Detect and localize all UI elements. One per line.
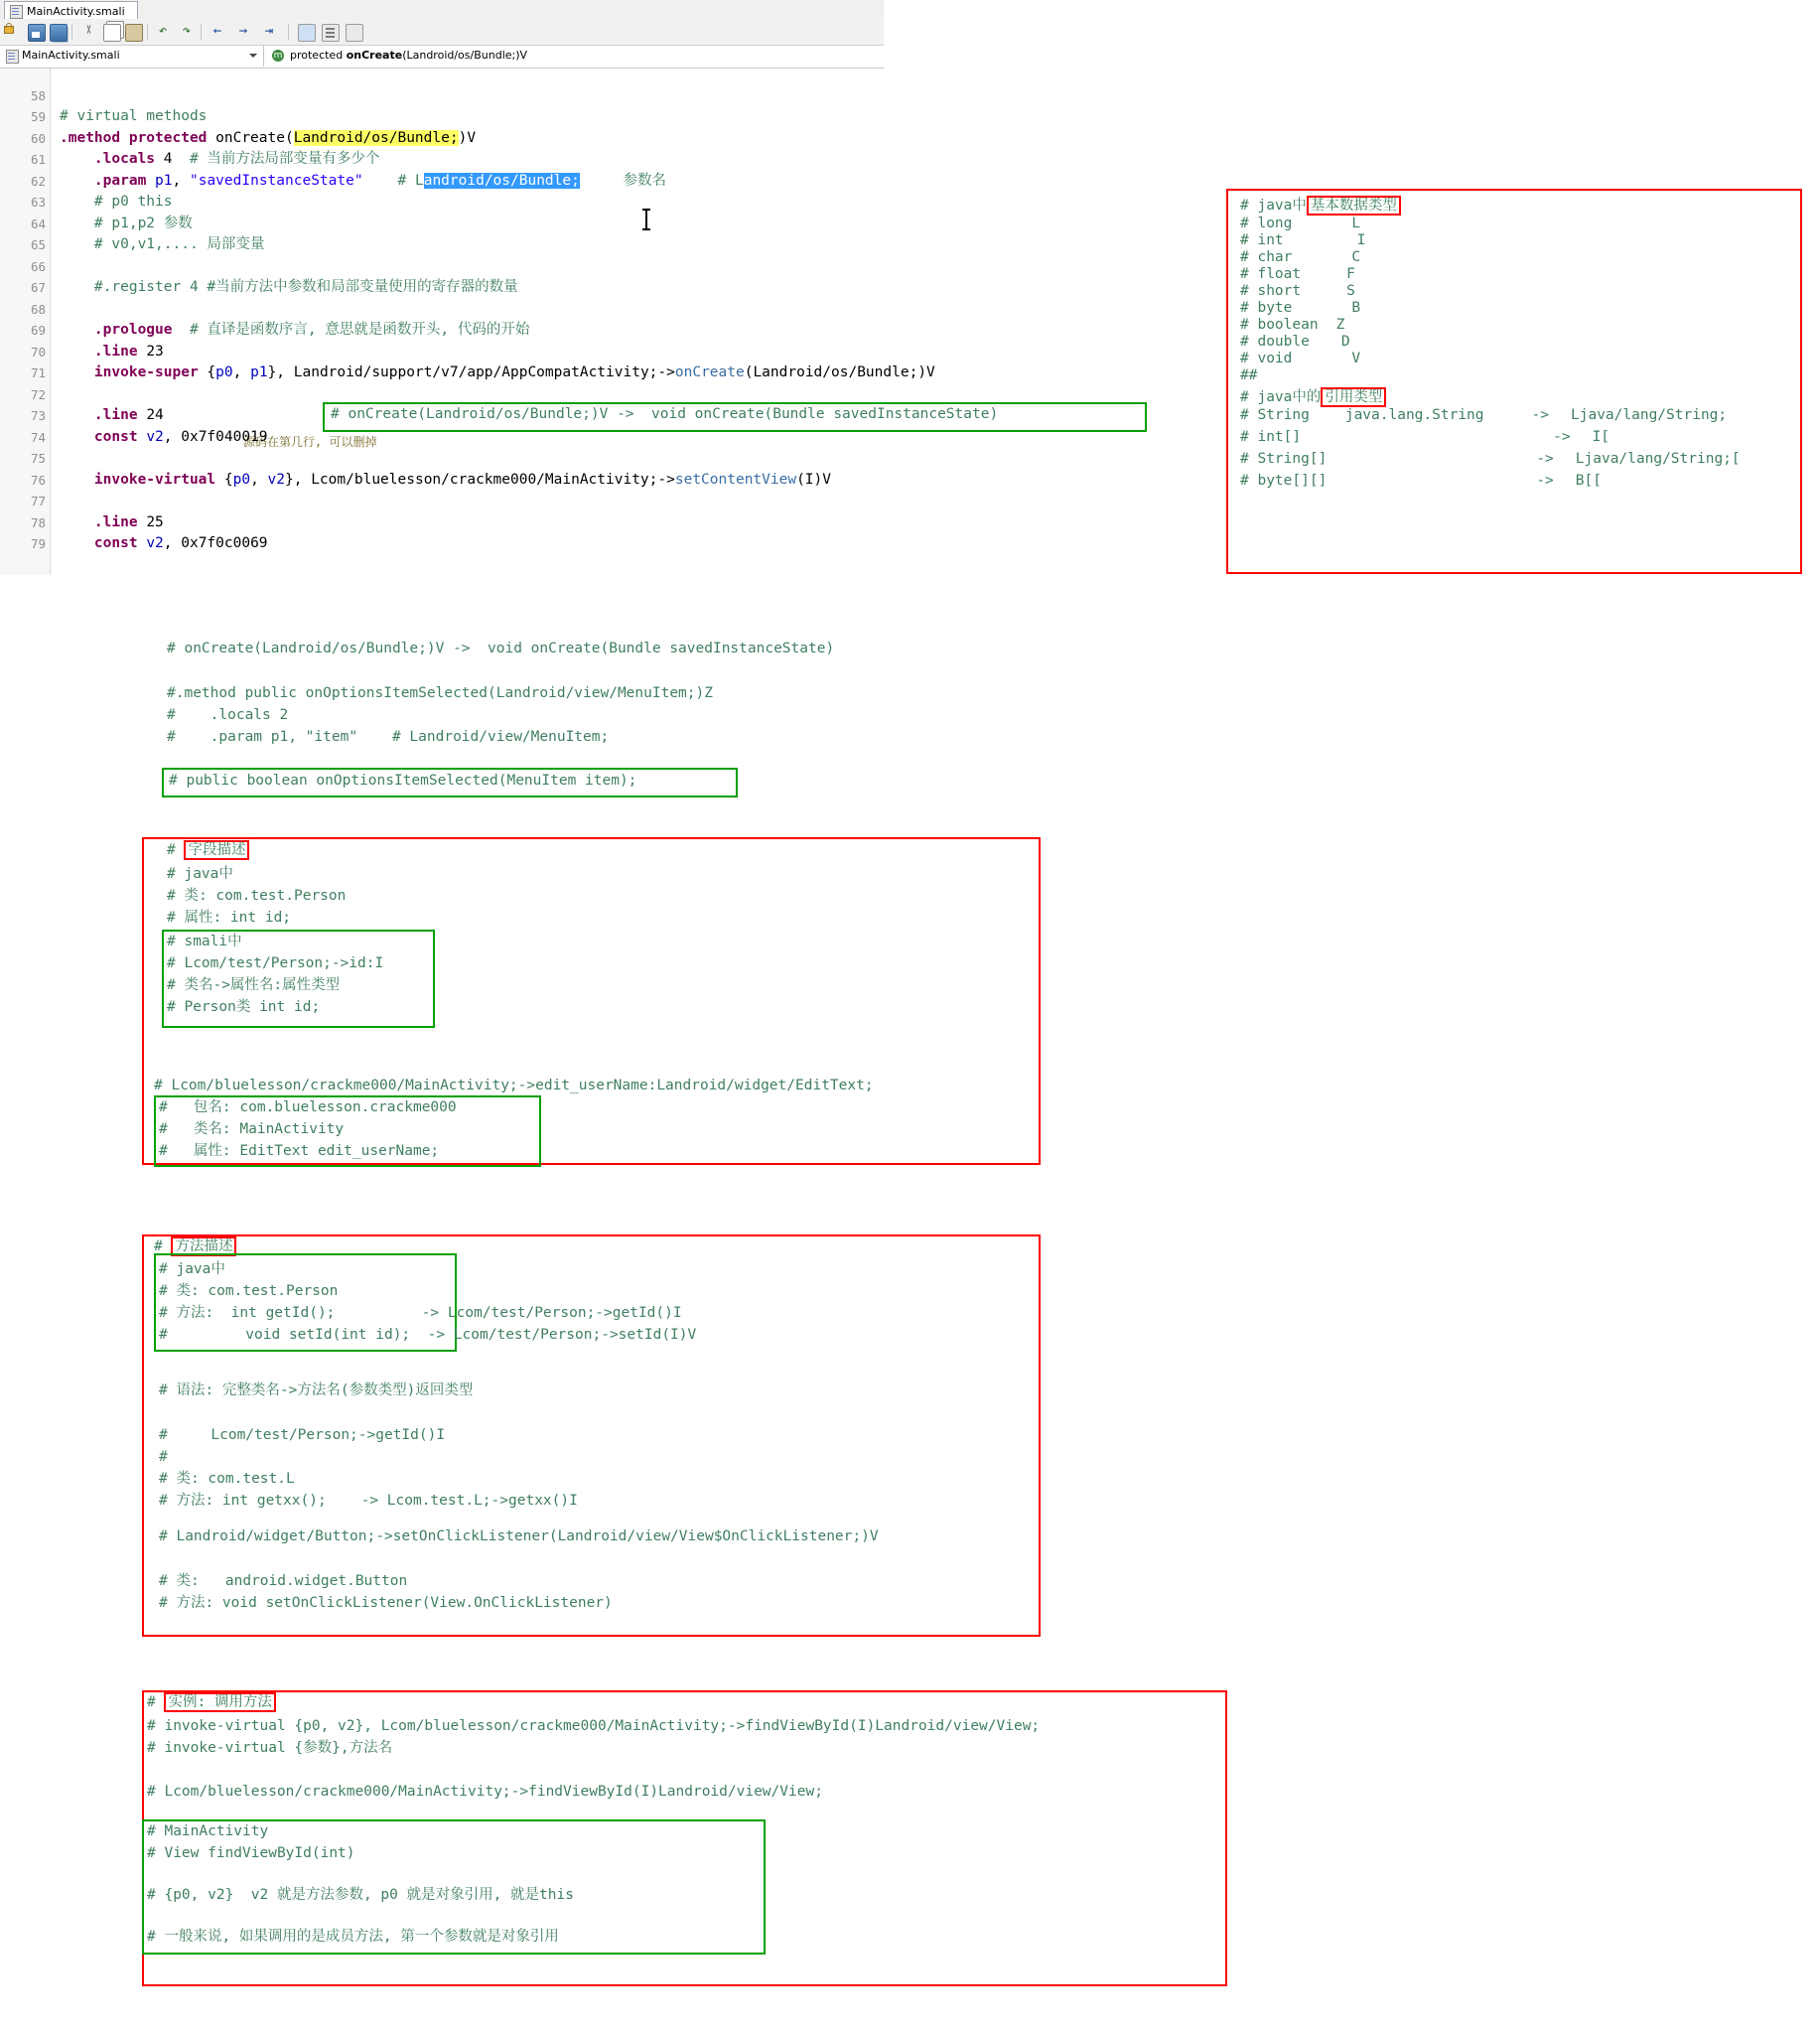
field-smali-note: # Person类 int id; bbox=[167, 999, 321, 1015]
type-row: # boolean Z bbox=[1240, 317, 1345, 333]
method-section-title: # 方法描述 bbox=[154, 1236, 236, 1257]
ref-row: # byte[][] -> B[[ bbox=[1240, 473, 1602, 489]
method-example-note: # 类: com.test.L bbox=[159, 1471, 295, 1487]
method-note: # 方法: int getId(); -> Lcom/test/Person;->getId()I bbox=[159, 1305, 682, 1321]
note-java-signature: # public boolean onOptionsItemSelected(MenuItem item); bbox=[169, 773, 637, 789]
field-section-title: # 字段描述 bbox=[167, 840, 249, 861]
line-number: 72 bbox=[30, 387, 46, 402]
instance-explain-note: # MainActivity bbox=[147, 1823, 269, 1839]
cut-icon[interactable] bbox=[81, 24, 97, 40]
code-line: # v0,v1,.... 局部变量 bbox=[60, 236, 265, 252]
breadcrumb-file-selector[interactable] bbox=[0, 46, 264, 67]
line-number: 76 bbox=[30, 473, 46, 488]
line-number: 64 bbox=[30, 217, 46, 231]
note-oncreate-mapping: # onCreate(Landroid/os/Bundle;)V -> void onCreate(Bundle savedInstanceState) bbox=[167, 641, 835, 656]
code-line: #.register 4 #当前方法中参数和局部变量使用的寄存器的数量 bbox=[60, 279, 518, 295]
line-number: 58 bbox=[30, 88, 46, 103]
code-line: # virtual methods bbox=[60, 108, 208, 124]
text-cursor bbox=[645, 211, 647, 228]
type-row: # long L bbox=[1240, 216, 1361, 231]
field-note: # 类: com.test.Person bbox=[167, 888, 347, 904]
instance-explain-note: # 一般来说, 如果调用的是成员方法, 第一个参数就是对象引用 bbox=[147, 1929, 559, 1945]
type-row: # int I bbox=[1240, 232, 1366, 248]
instance-explain-note: # {p0, v2} v2 就是方法参数, p0 就是对象引用, 就是this bbox=[147, 1887, 574, 1903]
field-note: # 属性: int id; bbox=[167, 910, 292, 926]
link-icon[interactable] bbox=[346, 24, 363, 42]
field-smali-note: # smali中 bbox=[167, 934, 242, 949]
method-example-note: # 方法: int getxx(); -> Lcom.test.L;->getxx()I bbox=[159, 1493, 578, 1509]
method-syntax-note: # 语法: 完整类名->方法名(参数类型)返回类型 bbox=[159, 1382, 474, 1398]
line-number: 79 bbox=[30, 536, 46, 551]
breadcrumb-member-label: protected onCreate(Landroid/os/Bundle;)V bbox=[290, 49, 528, 62]
line-number: 73 bbox=[30, 408, 46, 423]
line-number: 59 bbox=[30, 109, 46, 124]
tab-mainactivity-smali[interactable] bbox=[4, 1, 138, 19]
line-number: 67 bbox=[30, 280, 46, 295]
method-example-note: # 方法: void setOnClickListener(View.OnClickListener) bbox=[159, 1595, 613, 1611]
code-line-line24: .line 24 bbox=[60, 407, 164, 423]
code-line-line23: .line 23 bbox=[60, 344, 164, 360]
line-number: 62 bbox=[30, 174, 46, 189]
tab-strip bbox=[0, 0, 884, 21]
field-smali-note: # 类名->属性名:属性类型 bbox=[167, 977, 341, 993]
method-example-note: # Landroid/widget/Button;->setOnClickListener(Landroid/view/View$OnClickListener;)V bbox=[159, 1528, 879, 1544]
breadcrumb-member-selector[interactable] bbox=[264, 46, 884, 67]
oncreate-mapping-text: # onCreate(Landroid/os/Bundle;)V -> void onCreate(Bundle savedInstanceState) bbox=[331, 406, 999, 422]
line-number: 60 bbox=[30, 131, 46, 146]
method-example-note: # Lcom/test/Person;->getId()I bbox=[159, 1427, 446, 1443]
line-number: 74 bbox=[30, 430, 46, 445]
type-row: # double D bbox=[1240, 334, 1350, 350]
reference-title: # java中的 引用类型 bbox=[1240, 385, 1386, 406]
breadcrumb-file-label: MainActivity.smali bbox=[22, 49, 120, 62]
next-edit-icon[interactable]: ⇥ bbox=[264, 23, 274, 39]
tab-label: MainActivity.smali bbox=[27, 5, 125, 18]
chevron-down-icon[interactable] bbox=[249, 54, 257, 58]
save-all-icon[interactable] bbox=[50, 24, 68, 42]
field-example-note: # 包名: com.bluelesson.crackme000 bbox=[159, 1099, 457, 1115]
code-line: # p1,p2 参数 bbox=[60, 216, 193, 231]
code-line-prologue: .prologue # 直译是函数序言, 意思就是函数开头, 代码的开始 bbox=[60, 322, 530, 338]
line-number: 69 bbox=[30, 323, 46, 338]
file-icon bbox=[6, 50, 19, 64]
redo-icon[interactable]: ↷ bbox=[182, 23, 192, 39]
line-number: 68 bbox=[30, 302, 46, 317]
line-number: 61 bbox=[30, 152, 46, 167]
code-line-invoke-super: invoke-super {p0, p1}, Landroid/support/v7/app/AppCompatActivity;->onCreate(Landroid/os/Bundle;)V bbox=[60, 364, 935, 380]
type-row: # short S bbox=[1240, 283, 1355, 299]
line-number: 78 bbox=[30, 515, 46, 530]
type-row: # char C bbox=[1240, 249, 1361, 265]
field-example-note: # 类名: MainActivity bbox=[159, 1121, 345, 1137]
code-line-method-decl: .method protected onCreate(Landroid/os/Bundle;)V bbox=[60, 130, 477, 146]
file-icon bbox=[10, 5, 23, 19]
note-method-decl: #.method public onOptionsItemSelected(Landroid/view/MenuItem;)Z bbox=[167, 685, 713, 701]
toolbar bbox=[0, 20, 884, 46]
types-separator: ## bbox=[1240, 367, 1258, 383]
toolbar-separator bbox=[288, 24, 289, 40]
outline-icon[interactable] bbox=[322, 24, 340, 42]
instance-section-title: # 实例: 调用方法 bbox=[147, 1692, 276, 1713]
note-method-param: # .param p1, "item" # Landroid/view/MenuItem; bbox=[167, 729, 610, 745]
method-icon: m bbox=[273, 51, 283, 61]
line-number: 77 bbox=[30, 494, 46, 508]
instance-note: # Lcom/bluelesson/crackme000/MainActivity;->findViewById(I)Landroid/view/View; bbox=[147, 1784, 823, 1800]
code-line-param: .param p1, "savedInstanceState" # Landroid/os/Bundle; 参数名 bbox=[60, 173, 667, 189]
ref-row: # String[] -> Ljava/lang/String;[ bbox=[1240, 451, 1741, 467]
type-row: # float F bbox=[1240, 266, 1355, 282]
ref-row: # int[] -> I[ bbox=[1240, 429, 1610, 445]
type-row: # byte B bbox=[1240, 300, 1361, 316]
line-number: 66 bbox=[30, 259, 46, 274]
code-line: # p0 this bbox=[60, 194, 173, 210]
breadcrumb bbox=[0, 46, 884, 69]
forward-arrow-icon[interactable]: → bbox=[238, 23, 248, 39]
debug-icon[interactable] bbox=[298, 24, 316, 42]
code-line-const2: const v2, 0x7f0c0069 bbox=[60, 535, 268, 551]
line-23-annotation: 源码在第几行, 可以删掉 bbox=[243, 435, 377, 449]
method-note: # java中 bbox=[159, 1261, 225, 1277]
instance-note: # invoke-virtual {参数},方法名 bbox=[147, 1740, 393, 1756]
editor-window bbox=[0, 0, 884, 81]
field-smali-note: # Lcom/test/Person;->id:I bbox=[167, 955, 384, 971]
paste-icon[interactable] bbox=[125, 24, 143, 42]
code-line-line25: .line 25 bbox=[60, 514, 164, 530]
save-icon[interactable] bbox=[28, 24, 46, 42]
line-number: 70 bbox=[30, 345, 46, 360]
instance-note: # invoke-virtual {p0, v2}, Lcom/bluelesson/crackme000/MainActivity;->findViewById(I)Landroid/view/View; bbox=[147, 1718, 1041, 1734]
line-number: 75 bbox=[30, 451, 46, 466]
method-note: # 类: com.test.Person bbox=[159, 1283, 339, 1299]
copy-icon[interactable] bbox=[103, 24, 121, 42]
line-number: 63 bbox=[30, 195, 46, 210]
lock-icon[interactable] bbox=[4, 26, 14, 34]
types-panel bbox=[1226, 189, 1802, 571]
method-example-note: # bbox=[159, 1449, 168, 1465]
code-line-locals: .locals 4 # 当前方法局部变量有多少个 bbox=[60, 151, 380, 167]
ref-row: # String java.lang.String -> Ljava/lang/String; bbox=[1240, 407, 1728, 423]
code-line-const1: const v2, 0x7f040019 bbox=[60, 429, 268, 445]
line-number: 65 bbox=[30, 237, 46, 252]
field-note: # java中 bbox=[167, 866, 233, 882]
undo-icon[interactable]: ↶ bbox=[158, 23, 168, 39]
method-example-note: # 类: android.widget.Button bbox=[159, 1573, 408, 1589]
field-example-note: # 属性: EditText edit_userName; bbox=[159, 1143, 440, 1159]
primitive-title: # java中 基本数据类型 bbox=[1240, 194, 1401, 215]
type-row: # void V bbox=[1240, 351, 1361, 366]
toolbar-separator bbox=[71, 24, 72, 40]
field-example-smali: # Lcom/bluelesson/crackme000/MainActivity;->edit_userName:Landroid/widget/EditText; bbox=[154, 1078, 874, 1093]
code-line-invoke-virtual: invoke-virtual {p0, v2}, Lcom/bluelesson/crackme000/MainActivity;->setContentView(I)V bbox=[60, 472, 831, 488]
instance-explain-note: # View findViewById(int) bbox=[147, 1845, 355, 1861]
toolbar-separator bbox=[201, 24, 202, 40]
back-arrow-icon[interactable]: ← bbox=[212, 23, 222, 39]
note-method-locals: # .locals 2 bbox=[167, 707, 289, 723]
toolbar-separator bbox=[147, 24, 148, 40]
line-number: 71 bbox=[30, 365, 46, 380]
method-note: # void setId(int id); -> Lcom/test/Person;->setId(I)V bbox=[159, 1327, 697, 1343]
